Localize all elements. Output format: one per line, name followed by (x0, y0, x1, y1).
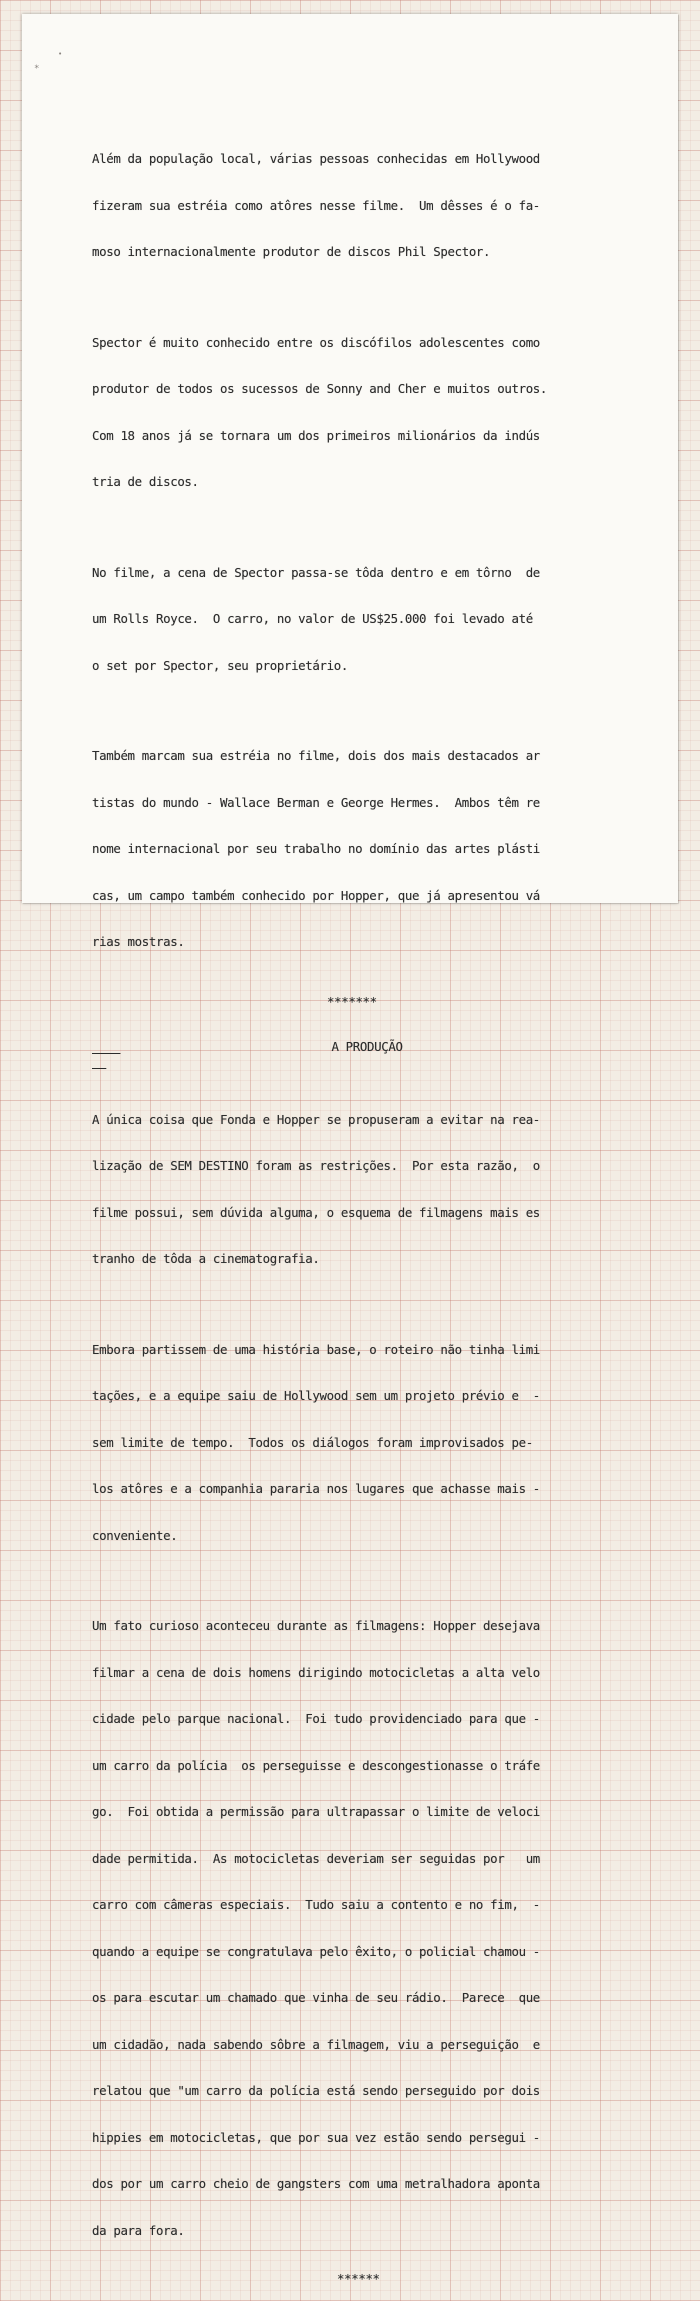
text-line: nome internacional por seu trabalho no domínio das artes plásti (92, 841, 540, 856)
paragraph-curious-fact (92, 1587, 622, 2269)
section-heading: A PRODUÇÃO (331, 1038, 403, 1054)
text-line: o set por Spector, seu proprietário. (92, 657, 348, 673)
text-line: um Rolls Royce. O carro, no valor de US$25.000 foi levado até (92, 611, 533, 626)
paragraph-script (92, 1311, 622, 1575)
text-line: Embora partissem de uma história base, o roteiro não tinha limi (92, 1341, 540, 1357)
text-line: go. Foi obtida a permissão para ultrapassar o limite de veloci (92, 1804, 540, 1819)
text-line: quando a equipe se congratulava pelo êxito, o policial chamou - (92, 1943, 540, 1959)
text-line: carro com câmeras especiais. Tudo saiu a contento e no fim, - (92, 1897, 540, 1912)
text-line: filme possui, sem dúvida alguma, o esquema de filmagens mais es (92, 1204, 540, 1220)
text-line: moso internacionalmente produtor de discos Phil Spector. (92, 244, 491, 259)
paragraph-rolls-royce (92, 534, 622, 705)
typewritten-text (92, 120, 622, 2301)
text-line: Um fato curioso aconteceu durante as filmagens: Hopper desejava (92, 1618, 540, 1633)
text-line: sem limite de tempo. Todos os diálogos foram improvisados pe- (92, 1434, 533, 1450)
text-line: um cidadão, nada sabendo sôbre a filmagem, viu a perseguição e (92, 2036, 540, 2052)
text-line: fizeram sua estréia como atôres nesse filme. Um dêsses é o fa- (92, 197, 540, 213)
text-line: da para fora. (92, 2222, 185, 2238)
paragraph-spector (92, 304, 622, 521)
text-line: cas, um campo também conhecido por Hopper, que já apresentou vá (92, 887, 540, 903)
text-line: Também marcam sua estréia no filme, dois dos mais destacados ar (92, 748, 540, 763)
text-line: hippies em motocicletas, que por sua vez estão sendo persegui - (92, 2129, 540, 2145)
text-line: dade permitida. As motocicletas deveriam ser seguidas por um (92, 1850, 540, 1866)
text-line: Além da população local, várias pessoas conhecidas em Hollywood (92, 151, 540, 166)
text-line: tações, e a equipe saiu de Hollywood sem um projeto prévio e - (92, 1388, 540, 1403)
margin-dot: • (58, 50, 63, 58)
paragraph-artists (92, 717, 622, 981)
text-line: filmar a cena de dois homens dirigindo motocicletas a alta velo (92, 1664, 540, 1680)
paragraph-restrictions (92, 1081, 622, 1298)
text-line: um carro da polícia os perseguisse e descongestionasse o tráfe (92, 1757, 540, 1773)
margin-mark: * (34, 64, 40, 74)
separator-stars-end: ****** (337, 2271, 380, 2286)
text-line: produtor de todos os sucessos de Sonny and Cher e muitos outros. (92, 381, 548, 396)
text-line: conveniente. (92, 1527, 178, 1543)
text-line: tranho de tôda a cinematografia. (92, 1251, 320, 1266)
text-line: No filme, a cena de Spector passa-se tôda dentro e em tôrno de (92, 564, 540, 580)
text-line: A única coisa que Fonda e Hopper se propuseram a evitar na rea- (92, 1111, 540, 1127)
text-line: os para escutar um chamado que vinha de seu rádio. Parece que (92, 1990, 540, 2005)
text-line: tistas do mundo - Wallace Berman e George Hermes. Ambos têm re (92, 794, 540, 810)
heading-wrapper (92, 1023, 622, 1070)
text-line: dos por um carro cheio de gangsters com uma metralhadora aponta (92, 2176, 540, 2191)
paragraph-local-population (92, 120, 622, 291)
text-line: Spector é muito conhecido entre os discófilos adolescentes como (92, 334, 540, 350)
text-line: relatou que "um carro da polícia está sendo perseguido por dois (92, 2083, 540, 2098)
text-line: cidade pelo parque nacional. Foi tudo providenciado para que - (92, 1711, 540, 1726)
text-line: tria de discos. (92, 474, 199, 489)
text-line: los atôres e a companhia pararia nos lugares que achasse mais - (92, 1481, 540, 1496)
separator-stars: ******* (327, 993, 377, 1009)
text-line: Com 18 anos já se tornara um dos primeiros milionários da indús (92, 427, 540, 443)
text-line: lização de SEM DESTINO foram as restrições. Por esta razão, o (92, 1158, 540, 1173)
text-line: rias mostras. (92, 934, 185, 949)
